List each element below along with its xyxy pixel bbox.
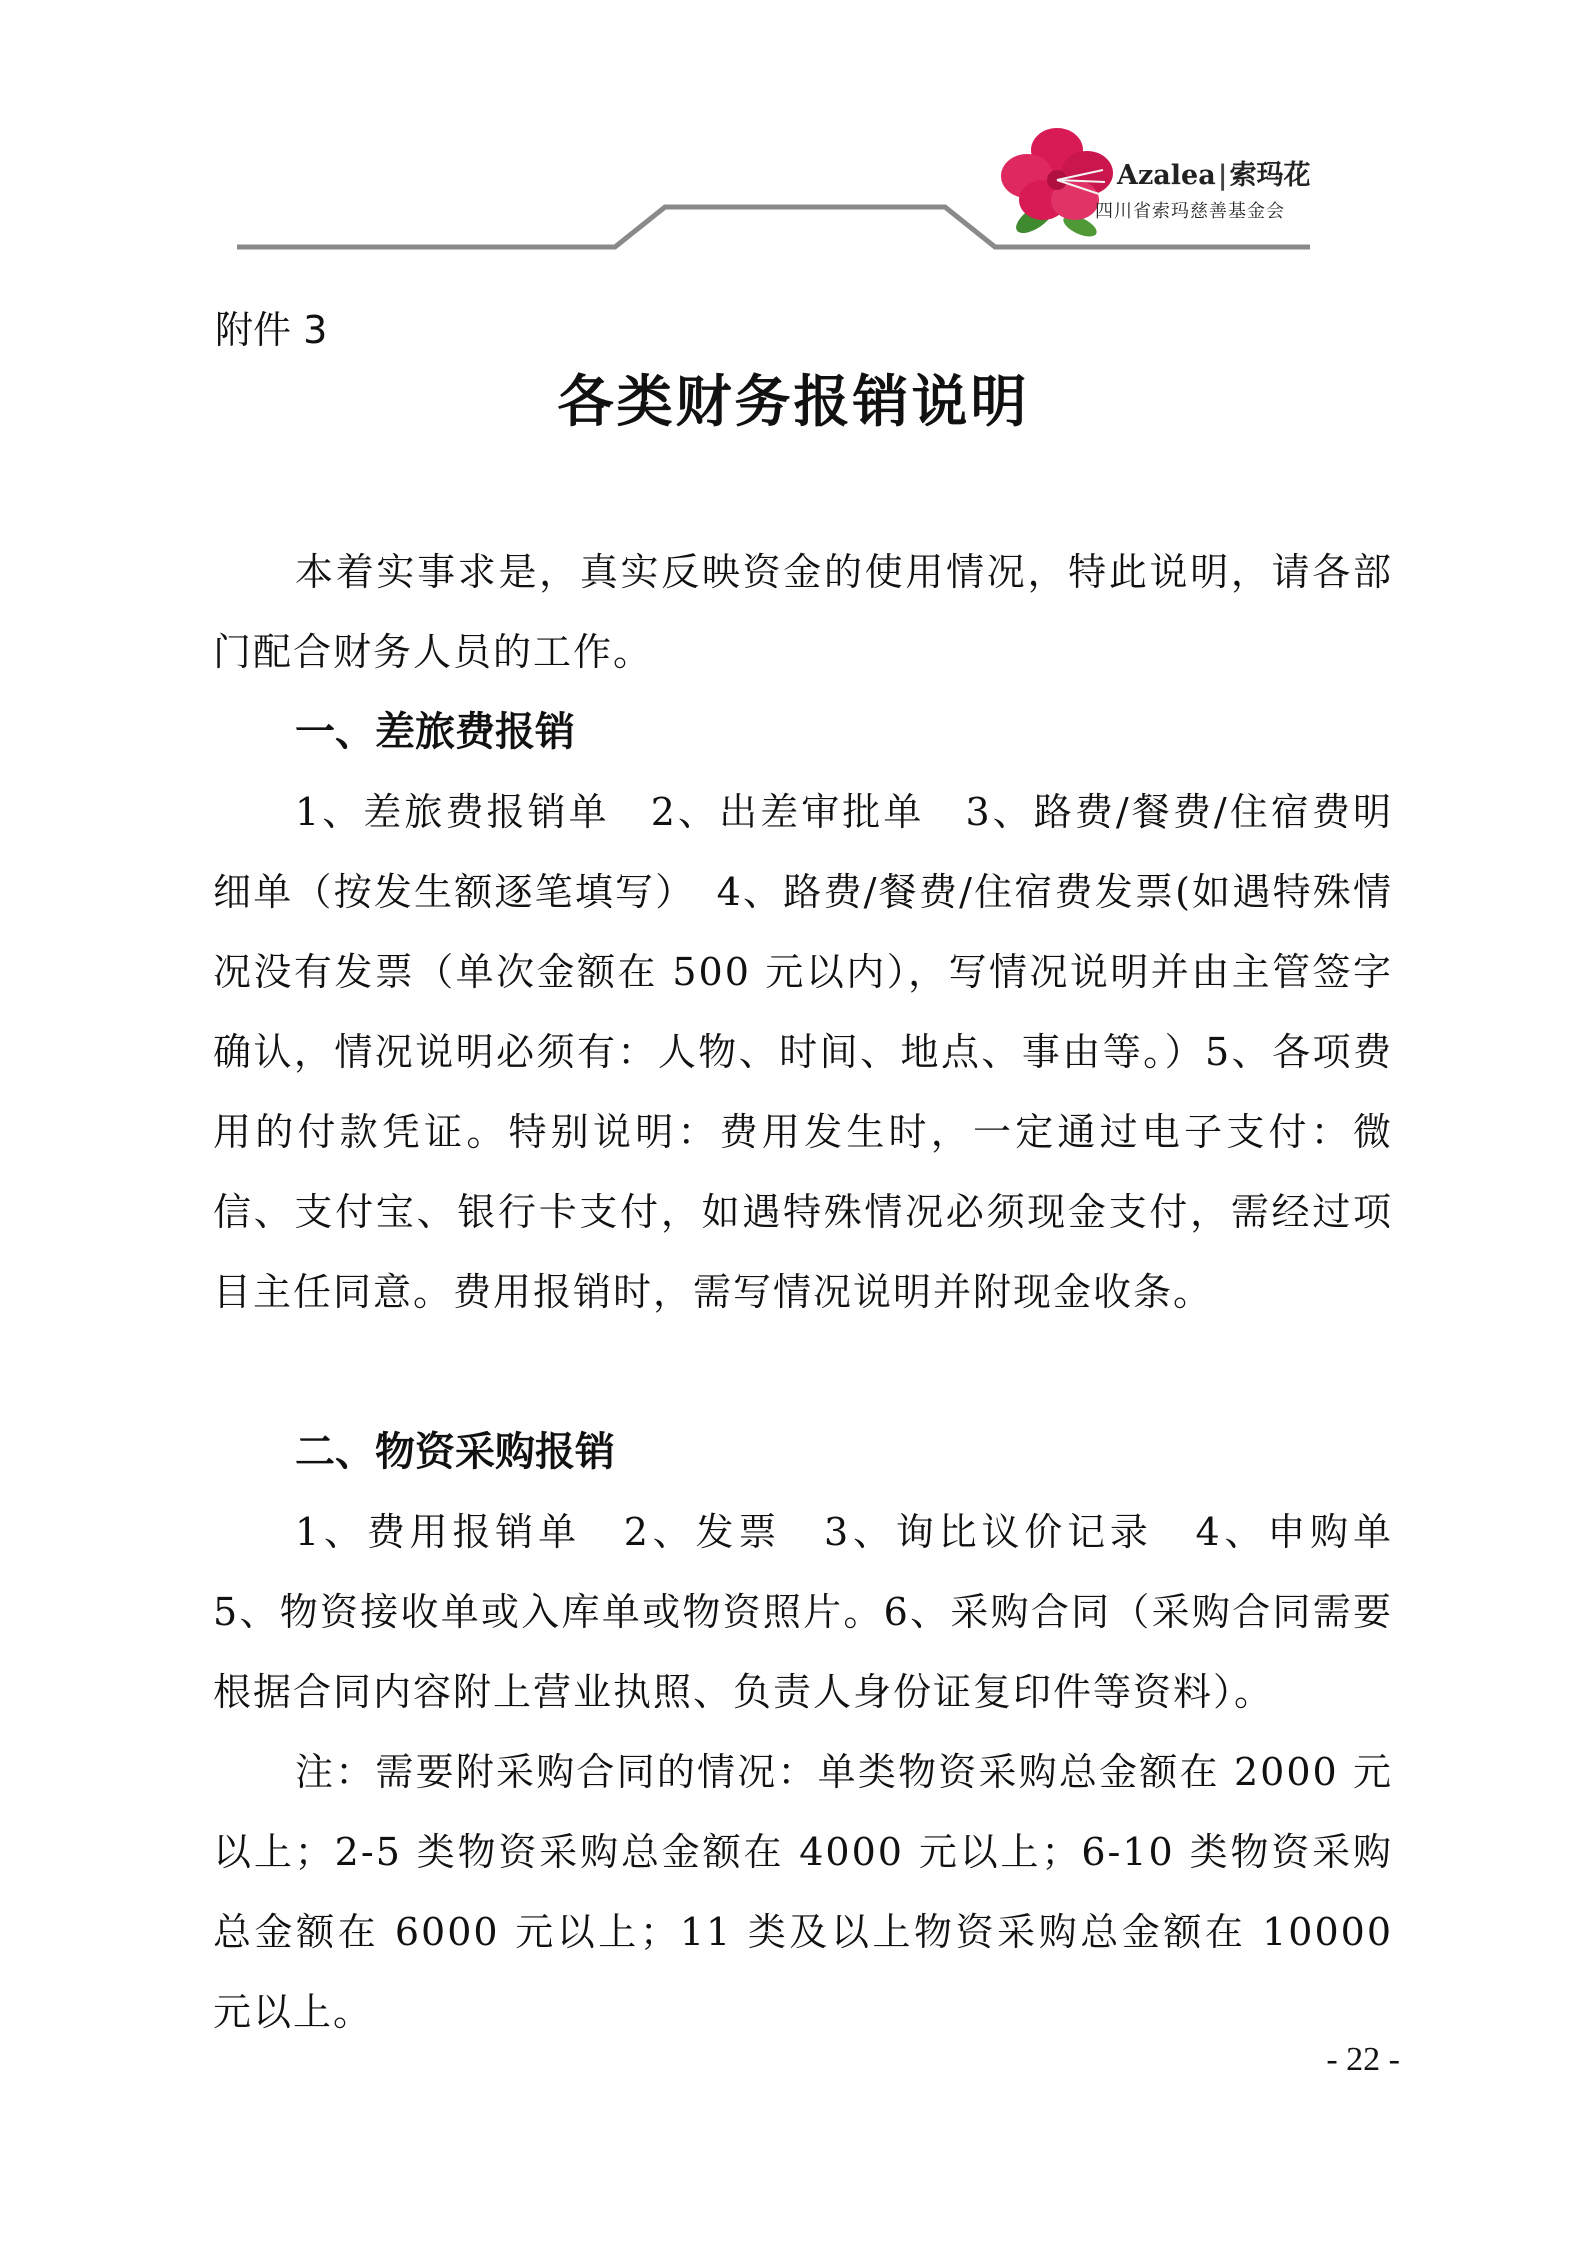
foundation-logo <box>995 118 1325 243</box>
logo-brand <box>1113 158 1323 194</box>
section-heading-purchase: 二、物资采购报销 <box>295 1429 615 1475</box>
logo-brand-cn: 索玛花 <box>1229 160 1311 191</box>
intro-paragraph: 本着实事求是，真实反映资金的使用情况，特此说明，请各部门配合财务人员的工作。 <box>213 550 1393 674</box>
purchase-note: 注：需要附采购合同的情况：单类物资采购总金额在 2000 元以上；2-5 类物资采购总金额在 4000 元以上；6-10 类物资采购总金额在 6000 元以上；11 类及以上物资采购总金额在 10000 元以上。 <box>213 1750 1393 2034</box>
header-rule <box>0 0 1587 260</box>
section-body-purchase: 1、费用报销单 2、发票 3、询比议价记录 4、申购单 5、物资接收单或入库单或物资照片。6、采购合同（采购合同需要根据合同内容附上营业执照、负责人身份证复印件等资料）。 <box>213 1510 1393 1714</box>
azalea-flower-icon <box>995 118 1125 243</box>
logo-org-name: 四川省索玛慈善基金会 <box>1095 201 1285 222</box>
attachment-label: 附件 3 <box>215 308 328 352</box>
section-heading-travel: 一、差旅费报销 <box>295 709 575 755</box>
page-number: - 22 - <box>1326 2041 1400 2078</box>
logo-separator: | <box>1217 160 1228 191</box>
logo-brand-en: Azalea <box>1117 160 1216 191</box>
section-body-travel: 1、差旅费报销单 2、出差审批单 3、路费/餐费/住宿费明细单（按发生额逐笔填写） 4、路费/餐费/住宿费发票(如遇特殊情况没有发票（单次金额在 500 元以内），写情况说明并由主管签字确认，情况说明必须有：人物、时间、地点、事由等。）5、各项费用的付款凭证。特别说明：费用发生时，一定通过电子支付：微信、支付宝、银行卡支付，如遇特殊情况必须现金支付，需经过项目主任同意。费用报销时，需写情况说明并附现金收条。 <box>213 790 1393 1314</box>
page-title: 各类财务报销说明 <box>557 370 1030 435</box>
